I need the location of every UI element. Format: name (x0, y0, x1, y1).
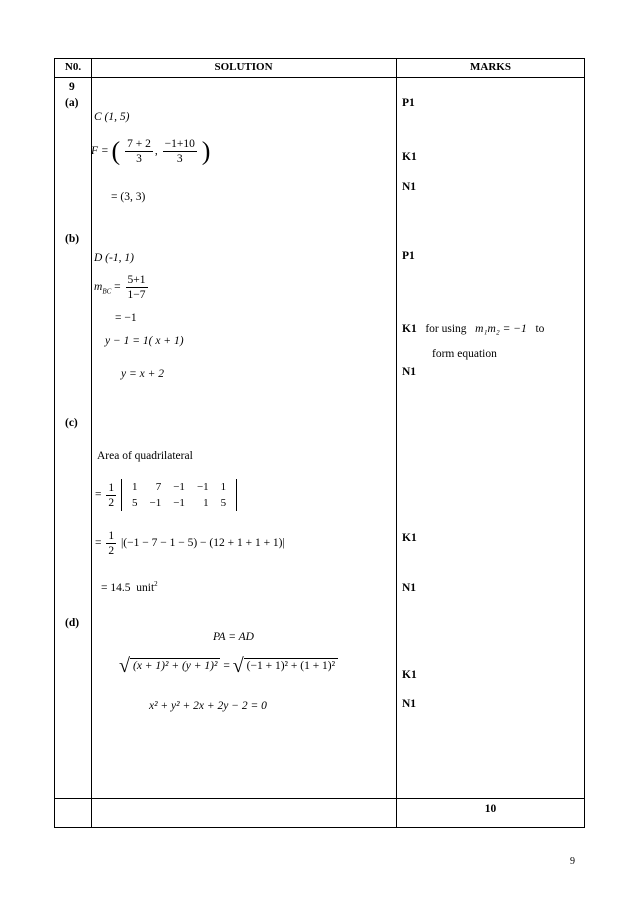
column-divider (91, 59, 92, 827)
mark-a-n1: N1 (402, 181, 417, 193)
fraction: $\frac{5+1}{1-7}$ (127, 274, 146, 301)
area-expression: = $\frac{1}{2}$ |(−1 − 7 − 1 − 5) − (12 + 1 + 1 + 1)| (95, 530, 285, 557)
mark-a-p1: P1 (402, 97, 415, 109)
part-b-label: (b) (65, 233, 80, 245)
header-solution: SOLUTION (214, 61, 273, 73)
header-divider (55, 77, 584, 78)
solution-table (54, 58, 585, 828)
fraction: $\frac{1}{2}$ (108, 530, 115, 557)
total-row-divider (55, 798, 584, 799)
gradient-value: = −1 (115, 312, 137, 324)
mark-b-n1: N1 (402, 366, 417, 378)
formula-lhs: F = (91, 145, 109, 158)
part-a-label: (a) (65, 97, 79, 109)
midpoint-result: = (3, 3) (111, 191, 146, 203)
fraction: $\frac{-1+10}{3}$ (164, 138, 195, 165)
mark-a-k1: K1 (402, 151, 417, 163)
mark-d-n1: N1 (402, 698, 417, 710)
mark-b-k1: K1 for using m₁m₂ = −1 to (402, 323, 545, 335)
mark-d-k1: K1 (402, 669, 417, 681)
area-label: Area of quadrilateral (97, 450, 193, 462)
mark-c-k1: K1 (402, 532, 417, 544)
page-number: 9 (570, 856, 575, 867)
header-marks: MARKS (470, 61, 511, 73)
fraction: $\frac{7 + 2}{3}$ (127, 138, 151, 165)
point-d: D (-1, 1) (94, 252, 134, 264)
area-determinant: = $\frac{1}{2}$ 1 7 −1 −1 1 5 −1 −1 1 5 (95, 479, 237, 511)
part-c-label: (c) (65, 417, 78, 429)
question-number: 9 (69, 81, 75, 93)
distance-condition: PA = AD (213, 631, 254, 643)
midpoint-formula: F = ( $\frac{7 + 2}{3}$ , $\frac{-1+10}{3}$ ) (91, 136, 211, 166)
gradient-formula: $m_{BC}$ = $\frac{5+1}{1-7}$ (94, 274, 146, 301)
total-marks: 10 (484, 803, 497, 815)
point-c: C (1, 5) (94, 111, 130, 123)
mark-b-p1: P1 (402, 250, 415, 262)
locus-equation: x² + y² + 2x + 2y − 2 = 0 (149, 700, 267, 712)
determinant: 1 7 −1 −1 1 5 −1 −1 1 5 (121, 479, 237, 511)
fraction: $\frac{1}{2}$ (108, 481, 115, 509)
part-d-label: (d) (65, 617, 80, 629)
column-divider (396, 59, 397, 827)
header-no: N0. (64, 61, 82, 73)
mark-b-note: form equation (432, 348, 497, 360)
line-equation-result: y = x + 2 (121, 368, 164, 380)
mark-c-n1: N1 (402, 582, 417, 594)
area-result: = 14.5 unit$^2$ (101, 580, 158, 594)
line-equation-step: y − 1 = 1( x + 1) (105, 335, 184, 347)
distance-equation: √ (x + 1)² + (y + 1)² = √ (−1 + 1)² + (1 + 1)² (119, 655, 338, 678)
